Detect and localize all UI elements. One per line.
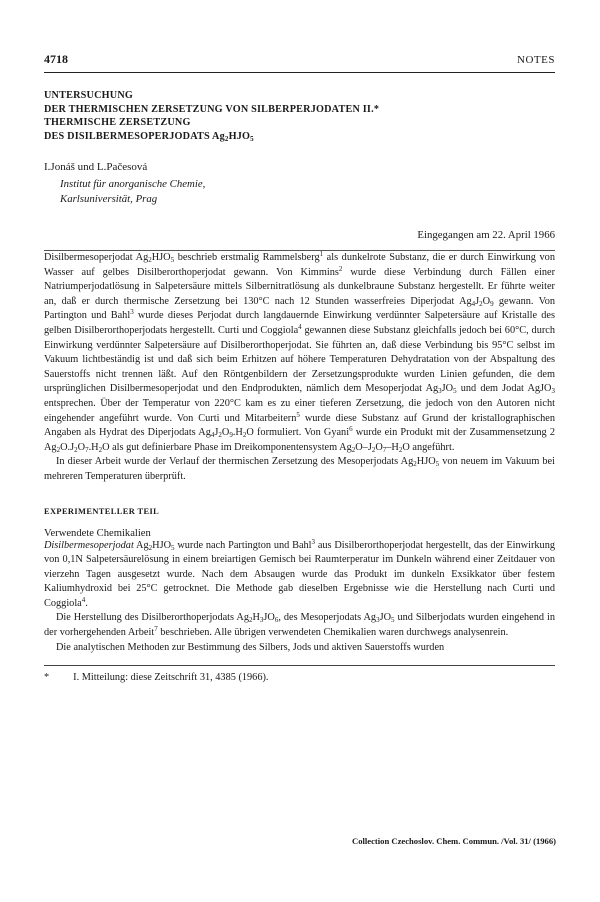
authors: I.Jonáš und L.Pačesová	[44, 161, 148, 173]
section-heading: EXPERIMENTELLER TEIL	[44, 506, 160, 516]
section-label: NOTES	[517, 54, 555, 66]
title-line-2: DER THERMISCHEN ZERSETZUNG VON SILBERPERJODATEN II.*	[44, 103, 380, 115]
header-rule	[44, 72, 555, 73]
received-date: Eingegangen am 22. April 1966	[417, 229, 555, 241]
article-title	[44, 89, 555, 143]
page-number: 4718	[44, 52, 68, 66]
page-header	[44, 52, 555, 69]
footnote: * I. Mitteilung: diese Zeitschrift 31, 4385 (1966).	[44, 672, 269, 684]
footnote-rule	[44, 665, 555, 666]
title-line-3: THERMISCHE ZERSETZUNG	[44, 117, 191, 128]
subsection-heading: Verwendete Chemikalien	[44, 527, 151, 539]
paragraph: Die Herstellung des Disilberorthoperjodats $Ag_2H_3JO_6$, des Mesoperjodats $Ag_3JO_5$ und Silberjodats wurden eingehend in der vorhergehenden Arbeit$^7$ beschrieben. Alle übrigen verwendeten Chemikalien waren durchwegs analysenrein.	[44, 612, 555, 639]
experimental-text	[44, 539, 555, 656]
paragraph: Disilbermesoperjodat $Ag_2HJO_5$ beschrieb erstmalig Rammelsberg$^1$ als dunkelrote Substanz, die er durch Einwirkung von Wasser auf gelbes Disilberorthoperjodat gewann. Von Kimmins$^2$ wurde diese Verbindung durch Fällen einer Natriumperjodatlösung in Salpetersäure mittels Silbernitratlösung als dunkelbraune Substanz hergestellt. Er führte weiter an, daß er durch thermische Zersetzung bei 130°C nach 12 Stunden wasserfreies Diperjodat $Ag_4J_2O_9$ gewann. Von Partington und Bahl$^3$ wurde dieses Perjodat durch langdauernde Einwirkung verdünnter Salpetersäure auf Kristalle des gelben Disilberorthoperjodats hergestellt. Curti und Coggiola$^4$ gewannen diese Substanz gleichfalls jedoch bei 60°C, durch Einwirkung verdünnter Salpetersäure auf Disilberorthoperjodat. Sie führten an, daß diese Verbindung bis 95°C selbst im Vakuum lichtbeständig ist und daß sich beim Erhitzen auf höhere Temperaturen Dehydratation von der Abspaltung des Sauerstoffs nicht trennen läßt. Auf den Röntgenbildern der Zersetzungsprodukte wurden Linien gefunden, die dem ursprünglichen Disilbermesoperjodat und den Endprodukten, nämlich dem Mesoperjodat $Ag_3JO_5$ und dem Jodat AgJO$_3$ entsprechen. Über der Temperatur von 220°C kam es zu einer tieferen Zersetzung, die jedoch von den Autoren nicht eingehender angeführt wurde. Von Curti und Mitarbeitern$^5$ wurde diese Substanz auf Grund der kristallographischen Angaben als Hydrat des Diperjodats $Ag_4J_2O_9.H_2O$ formuliert. Von Gyani$^6$ wurde ein Produkt mit der Zusammensetzung 2 $Ag_2O.J_2O_7.H_2O$ als gut definierbare Phase im Dreikomponentensystem $Ag_2O-J_2O_7-H_2O$ angeführt.	[44, 250, 555, 454]
paragraph: In dieser Arbeit wurde der Verlauf der thermischen Zersetzung des Mesoperjodats $Ag_2HJO_5$ von neuem im Vakuum bei mehreren Temperaturen überprüft.	[44, 456, 555, 482]
title-line-1: UNTERSUCHUNG	[44, 90, 134, 101]
paragraph: Disilbermesoperjodat $Ag_2HJO_5$ wurde nach Partington und Bahl$^3$ aus Disilberorthoperjodat hergestellt, das der Einwirkung von 0,1N Salpetersäurelösung in einem breiartigen Gemisch bei Raumterperatur im Dunkeln während einer Zeitdauer von vierzehn Tagen ausgesetzt wurde. Nach dem Absaugen wurde das Produkt im dunkeln Exsikkator über festem Kaliumhydroxid bei 25°C getrocknet. Die Methode gab dieselben Ergebnisse wie die Herstellung nach Curti und Coggiola$^4$.	[44, 537, 555, 609]
page	[44, 52, 555, 683]
institution: Institut für anorganische Chemie, Karlsuniversität, Prag	[60, 178, 206, 205]
body-text	[44, 251, 555, 485]
journal-footer: Collection Czechoslov. Chem. Commun. /Vol. 31/ (1966)	[351, 836, 556, 846]
paragraph: Die analytischen Methoden zur Bestimmung des Silbers, Jods und aktiven Sauerstoffs wurden	[56, 641, 445, 653]
title-line-4: DES DISILBERMESOPERJODATS $Ag_2HJO_5$	[44, 130, 254, 143]
